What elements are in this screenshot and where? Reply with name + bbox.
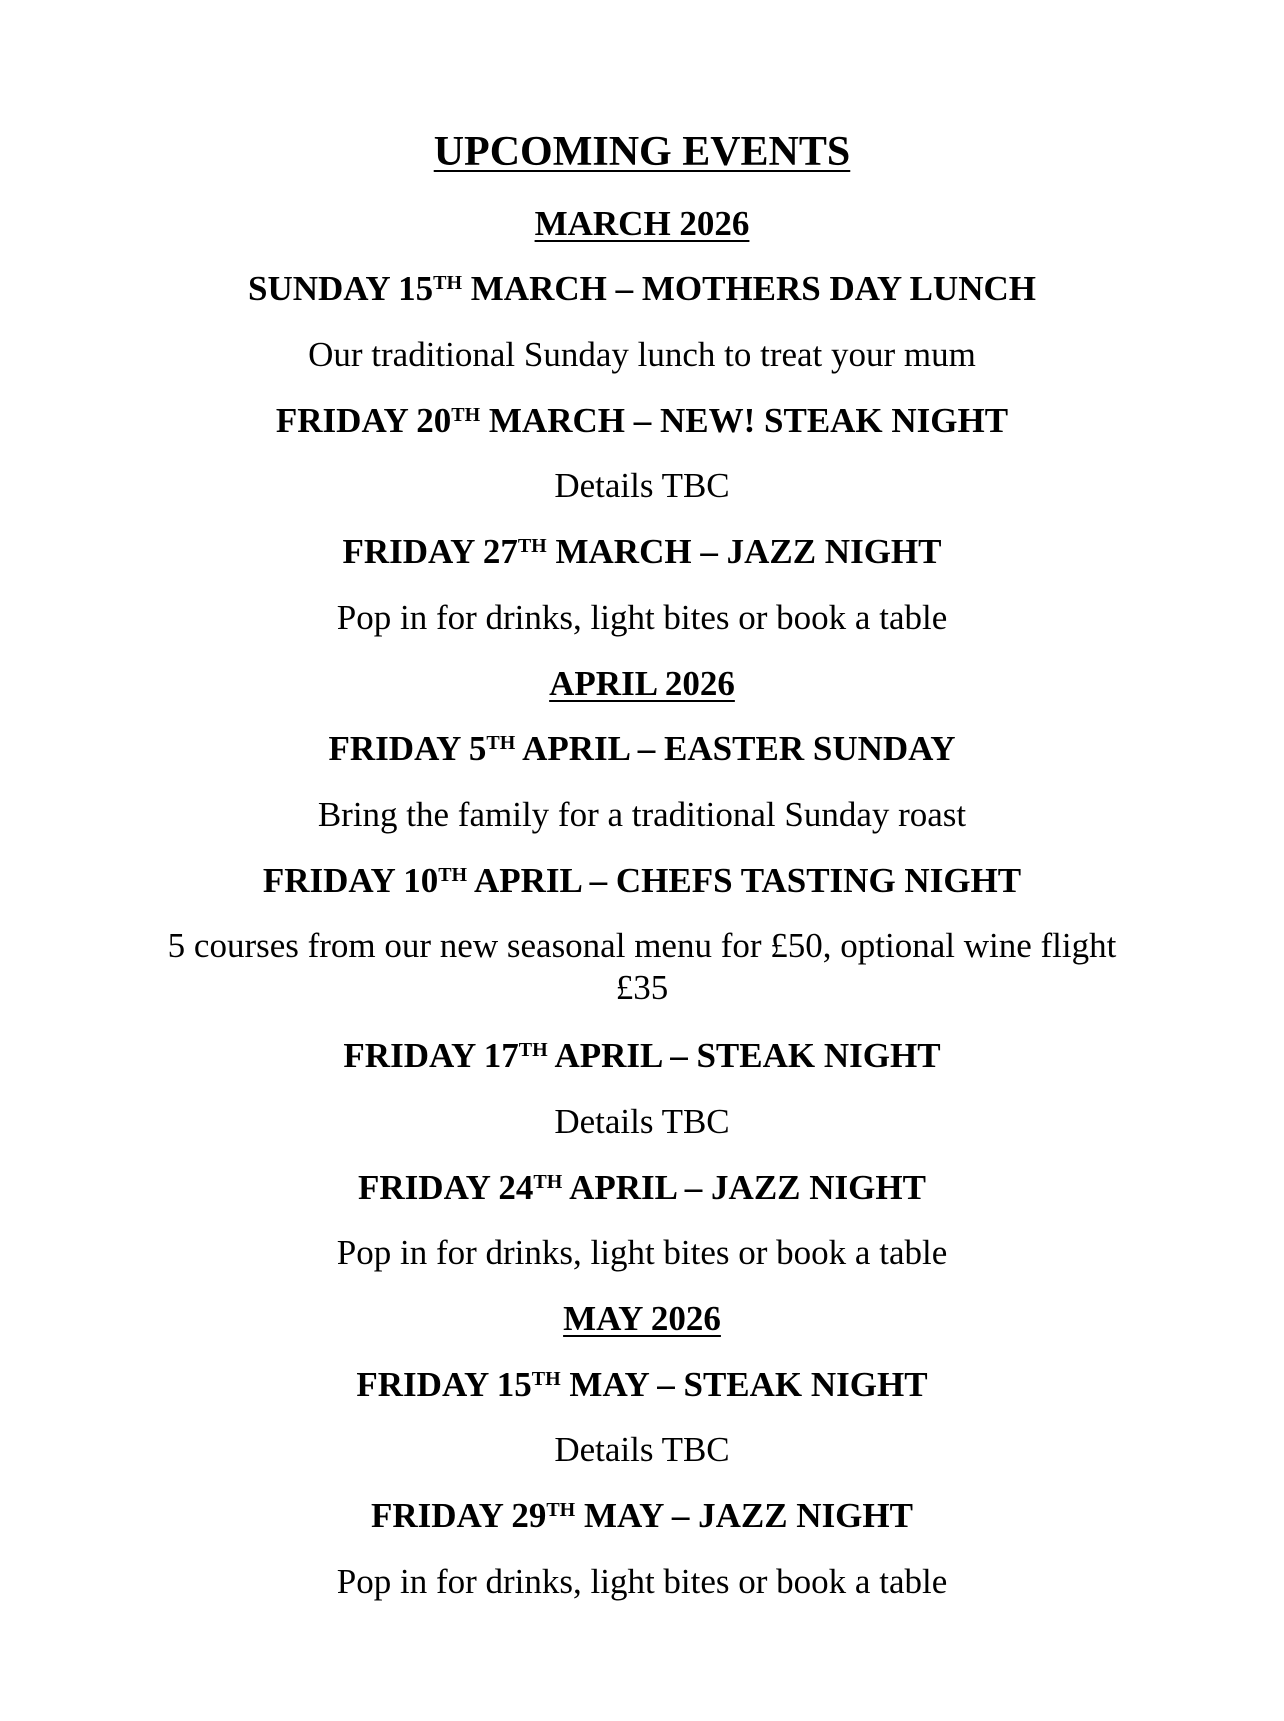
event-name: MARCH – MOTHERS DAY LUNCH: [462, 269, 1036, 308]
event-day: FRIDAY 29: [371, 1496, 547, 1535]
event-day: FRIDAY 20: [275, 401, 452, 440]
event-name: APRIL – EASTER SUNDAY: [515, 729, 956, 768]
event-day: FRIDAY 24: [358, 1168, 534, 1207]
event-title: [160, 860, 1124, 902]
event-description: Pop in for drinks, light bites or book a table: [336, 1562, 948, 1601]
event-day-suffix: TH: [546, 1499, 576, 1521]
event-description: Details TBC: [554, 1430, 730, 1469]
event-day: SUNDAY 15: [248, 269, 434, 308]
event-day: FRIDAY 27: [342, 532, 518, 571]
event-title: [160, 1035, 1124, 1077]
month-heading-may: MAY 2026: [563, 1299, 721, 1338]
event-description: Our traditional Sunday lunch to treat your mum: [308, 335, 976, 374]
event-day: FRIDAY 15: [356, 1365, 532, 1404]
event-title: [160, 1495, 1124, 1537]
event-description: 5 courses from our new seasonal menu for £50, optional wine flight £35: [167, 926, 1117, 1007]
event-day-suffix: TH: [438, 864, 468, 886]
event-title: [160, 1167, 1124, 1209]
event-name: APRIL – JAZZ NIGHT: [562, 1168, 926, 1207]
event-day-suffix: TH: [518, 1039, 548, 1061]
event-title: [160, 728, 1124, 770]
event-description: Pop in for drinks, light bites or book a table: [336, 598, 948, 637]
event-name: APRIL – STEAK NIGHT: [547, 1036, 941, 1075]
event-day-suffix: TH: [486, 732, 516, 754]
event-day-suffix: TH: [433, 272, 463, 294]
event-day: FRIDAY 5: [328, 729, 487, 768]
event-day-suffix: TH: [451, 404, 481, 426]
event-day-suffix: TH: [531, 1368, 561, 1390]
event-name: APRIL – CHEFS TASTING NIGHT: [467, 861, 1022, 900]
event-title: [160, 400, 1124, 442]
page-title: UPCOMING EVENTS: [433, 129, 851, 175]
event-day-suffix: TH: [533, 1171, 563, 1193]
event-title: [160, 1364, 1124, 1406]
event-name: MAY – STEAK NIGHT: [560, 1365, 928, 1404]
month-heading-april: APRIL 2026: [549, 664, 735, 703]
event-day-suffix: TH: [517, 535, 547, 557]
event-description: Details TBC: [554, 1102, 730, 1141]
event-name: MARCH – NEW! STEAK NIGHT: [480, 401, 1009, 440]
month-heading-march: MARCH 2026: [534, 204, 750, 243]
event-title: [160, 531, 1124, 573]
event-name: MAY – JAZZ NIGHT: [575, 1496, 913, 1535]
event-name: MARCH – JAZZ NIGHT: [546, 532, 942, 571]
event-description: Bring the family for a traditional Sunday roast: [317, 795, 967, 834]
event-description: Details TBC: [554, 466, 730, 505]
event-description: Pop in for drinks, light bites or book a table: [336, 1233, 948, 1272]
event-day: FRIDAY 10: [262, 861, 439, 900]
event-day: FRIDAY 17: [343, 1036, 519, 1075]
event-title: [160, 268, 1124, 310]
